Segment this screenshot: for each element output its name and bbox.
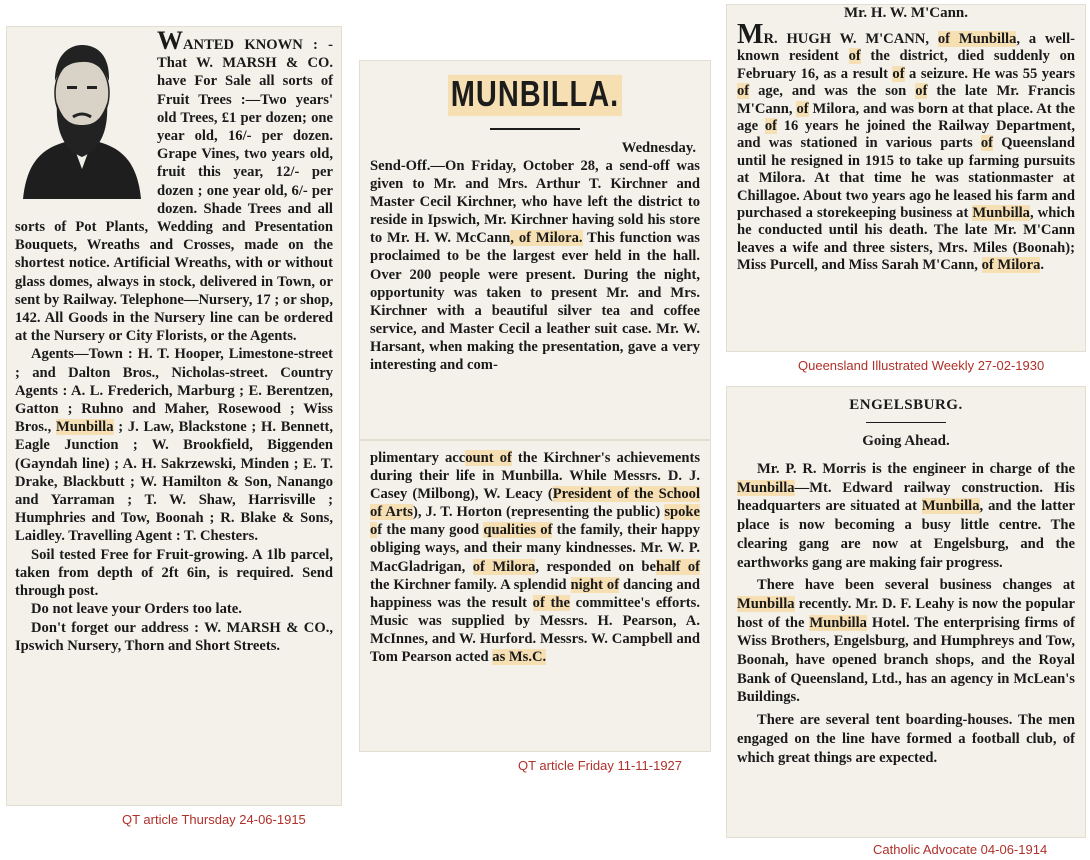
caption-1927: QT article Friday 11-11-1927 bbox=[518, 758, 683, 773]
paragraph-3: There are several tent boarding-houses. The men engaged on the line have formed a football club, of which great things are expected. bbox=[737, 712, 1075, 766]
section-banner: MUNBILLA. bbox=[448, 75, 622, 116]
section-title: ENGELSBURG. bbox=[849, 397, 963, 413]
paragraph-1: Mr. P. R. Morris is the engineer in charge of the Munbilla—Mt. Edward railway construction. His headquarters are situated at Munbilla, and the latter place is now becoming a busy little centre. The clearing gang are now at Engelsburg, and the earthworks gang are making fair progress. bbox=[737, 461, 1075, 571]
address-paragraph: Don't forget our address : W. MARSH & CO., Ipswich Nursery, Thorn and Short Streets. bbox=[15, 619, 333, 654]
clipping-1927-part-2 bbox=[359, 440, 711, 752]
advert-lead: ANTED KNOWN : - That W. MARSH & CO. have For Sale all sorts of Fruit Trees :—Two years' old Trees, £1 per dozen; one year old, 16/- per dozen. Grape Vines, two years old, fruit this year, 12/- per dozen ; one year old, 6/- per dozen. Shade Trees and all sorts of Pot Plants, Wedding and Presentation Bouquets, Wreaths and Crosses, made on the shortest notice. Artificial Wreaths, with or without glass domes, always in stock, delivered in Town, or sent by Railway. Telephone—Nursery, 17 ; or shop, 142. All Goods in the Nursery line can be ordered at the Nursery or City Florists, or the Agents. bbox=[15, 37, 333, 345]
orders-paragraph: Do not leave your Orders too late. bbox=[31, 601, 242, 618]
divider-rule bbox=[490, 128, 580, 130]
caption-1930: Queensland Illustrated Weekly 27-02-1930 bbox=[798, 358, 1045, 373]
clipping-1927-part-1 bbox=[359, 60, 711, 440]
dateline: Wednesday. bbox=[621, 140, 696, 156]
clipping-1930 bbox=[726, 4, 1086, 352]
caption-1914: Catholic Advocate 04-06-1914 bbox=[873, 842, 1048, 857]
continuation-paragraph: plimentary account of the Kirchner's achievements during their life in Munbilla. While Messrs. D. J. Casey (Milbong), W. Leacy (President of the School of Arts), J. T. Horton (representing the public) spoke of the many good qualities of the family, their happy obliging ways, and their many kindnesses. Mr. W. P. MacGladrigan, of Milora, responded on behalf of the Kirchner family. A splendid night of dancing and happiness was the result of the committee's efforts. Music was supplied by Messrs. H. Pearson, A. McInnes, and W. Hurford. Messrs. W. Campbell and Tom Pearson acted as Ms.C. bbox=[370, 450, 701, 666]
clipping-1915 bbox=[6, 26, 342, 806]
highlight-munbilla: Munbilla bbox=[55, 419, 114, 436]
portrait-engraving bbox=[15, 31, 149, 199]
clipping-1914 bbox=[726, 386, 1086, 838]
drop-cap: W bbox=[157, 26, 183, 55]
subheading: Going Ahead. bbox=[862, 433, 950, 449]
caption-1915: QT article Thursday 24-06-1915 bbox=[122, 812, 306, 827]
obituary-headline: Mr. H. W. M'Cann. bbox=[843, 5, 969, 21]
drop-cap: M bbox=[737, 19, 764, 50]
divider-rule bbox=[866, 422, 946, 423]
send-off-paragraph: Send-Off.—On Friday, October 28, a send-off was given to Mr. and Mrs. Arthur T. Kirchner and Master Cecil Kirchner, who have left the district to reside in Ipswich, Mr. Kirchner having sold his store to Mr. H. W. McCann, of Milora. This function was proclaimed to be the largest ever held in the hall. Over 200 people were present. During the night, opportunity was taken to present Mr. and Mrs. Kirchner with a beautiful silver tea and coffee service, and Master Cecil a leather suit case. Mr. W. Harsant, when making the presentation, gave a very interesting and com- bbox=[370, 158, 700, 374]
soil-paragraph: Soil tested Free for Fruit-growing. A 1lb parcel, taken from depth of 2ft 6in, is required. Send through post. bbox=[15, 546, 333, 600]
agents-paragraph: Agents—Town : H. T. Hooper, Limestone-street ; and Dalton Bros., Nicholas-street. Country Agents : A. L. Frederich, Marburg ; E. Berentzen, Gatton ; Ruhno and Maher, Rosewood ; Wiss Bros., Munbilla ; J. Law, Blackstone ; H. Bennett, Eagle Junction ; W. Brookfield, Biggenden (Gayndah line) ; A. H. Sakrzewski, Minden ; E. T. Drake, Blackbutt ; W. Hamilton & Son, Nanango and Yarraman ; T. W. Shaw, Harrisville ; Humphries and Tow, Boonah ; R. Blake & Sons, Laidley. Travelling Agent : T. Chesters. bbox=[15, 346, 333, 545]
obituary-text: MR. HUGH W. M'CANN, of Munbilla, a well-known resident of the district, died suddenly on February 16, as a result of a seizure. He was 55 years of age, and was the son of the late Mr. Francis M'Cann, of Milora, and was born at that place. At the age of 16 years he joined the Railway Department, and was stationed in various parts of Queensland until he resigned in 1915 to take up farming pursuits at Milora. At that time he was stationmaster at Chillagoe. About two years ago he leased his farm and purchased a storekeeping business at Munbilla, which he conducted until his death. The late Mr. M'Cann leaves a wife and three sisters, Mrs. Miles (Boonah); Miss Purcell, and Miss Sarah M'Cann, of Milora. bbox=[737, 19, 1076, 274]
paragraph-2: There have been several business changes at Munbilla recently. Mr. D. F. Leahy is now the popular host of the Munbilla Hotel. The enterprising firms of Wiss Brothers, Engelsburg, and Humphreys and Tow, Boonah, have opened branch shops, and the Royal Bank of Queensland, Ltd., has an agency in McLean's Buildings. bbox=[737, 577, 1075, 706]
